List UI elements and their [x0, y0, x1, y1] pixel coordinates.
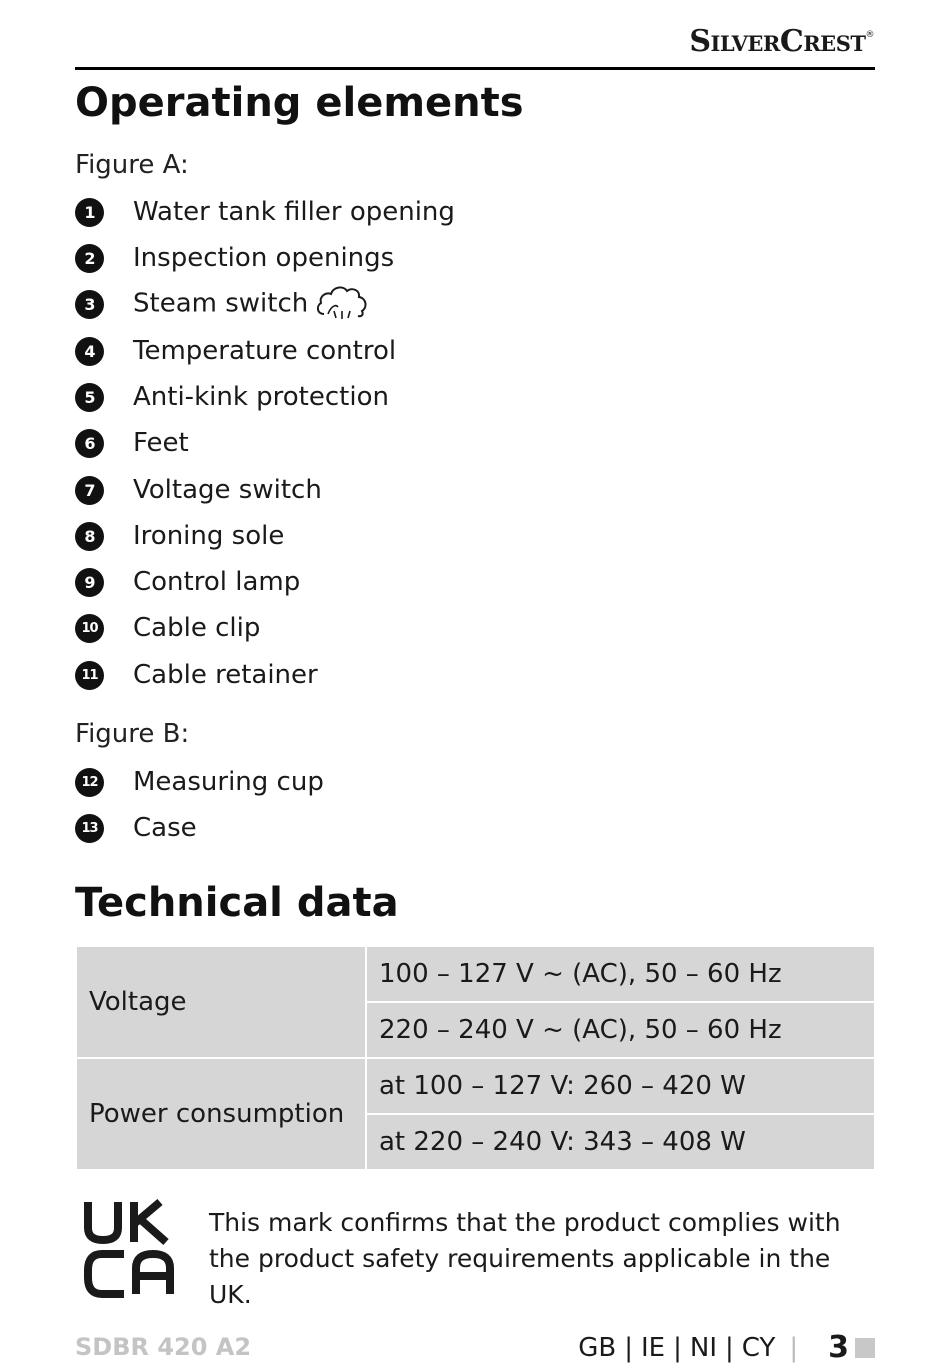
separator: | [789, 1332, 799, 1363]
country-code: CY [741, 1332, 776, 1363]
list-item [75, 764, 324, 800]
item-number-badge: 2 [75, 244, 104, 273]
list-item [75, 286, 309, 322]
list-item [75, 610, 261, 646]
list-item [75, 518, 285, 554]
list-item [75, 425, 189, 461]
item-label: Case [133, 813, 197, 843]
item-number-badge: 4 [75, 337, 104, 366]
country-code: IE [641, 1332, 666, 1363]
list-item [75, 564, 301, 600]
table-cell-value: 220 – 240 V ~ (AC), 50 – 60 Hz [366, 1002, 875, 1058]
item-label: Water tank filler opening [133, 197, 455, 227]
separator: | [673, 1332, 682, 1363]
ukca-description: This mark confirms that the product complies with the product safety requirements applicable in the UK. [209, 1208, 841, 1309]
item-number-badge: 1 [75, 198, 104, 227]
item-label: Feet [133, 428, 189, 458]
item-label: Measuring cup [133, 767, 324, 797]
item-number-badge: 6 [75, 429, 104, 458]
brand-logo: SilverCrest® [689, 24, 874, 59]
table-cell-label: Power consumption [76, 1058, 366, 1170]
table-cell-value: 100 – 127 V ~ (AC), 50 – 60 Hz [366, 946, 875, 1002]
item-label: Anti-kink protection [133, 382, 389, 412]
separator: | [624, 1332, 633, 1363]
item-label: Temperature control [133, 336, 397, 366]
steam-cloud-icon [314, 280, 370, 322]
figure-a-label: Figure A: [75, 150, 189, 180]
technical-data-table [75, 945, 876, 1171]
country-code: GB [578, 1332, 617, 1363]
list-item [75, 472, 322, 508]
item-number-badge: 3 [75, 290, 104, 319]
list-item [75, 379, 389, 415]
item-label: Ironing sole [133, 521, 285, 551]
item-label-text: Steam switch [133, 288, 309, 319]
item-number-badge: 8 [75, 522, 104, 551]
table-cell-label: Voltage [76, 946, 366, 1058]
page-marker [855, 1338, 875, 1358]
item-label: Cable clip [133, 613, 261, 643]
item-label: Inspection openings [133, 243, 395, 273]
header-rule [75, 67, 875, 70]
table-row [76, 1058, 875, 1114]
list-item [75, 240, 395, 276]
list-item [75, 194, 455, 230]
figure-b-label: Figure B: [75, 719, 190, 749]
section-title-technical: Technical data [75, 880, 399, 926]
model-number: SDBR 420 A2 [75, 1333, 252, 1361]
section-title-operating: Operating elements [75, 80, 524, 126]
item-number-badge: 9 [75, 568, 104, 597]
item-label: Cable retainer [133, 660, 318, 690]
ukca-mark-icon [82, 1198, 182, 1298]
footer-country-codes [578, 1330, 875, 1365]
list-item [75, 657, 318, 693]
item-number-badge: 7 [75, 476, 104, 505]
item-number-badge: 5 [75, 383, 104, 412]
table-row [76, 946, 875, 1002]
item-number-badge: 11 [75, 661, 104, 690]
list-item [75, 333, 397, 369]
separator: | [725, 1332, 734, 1363]
list-item [75, 810, 197, 846]
table-cell-value: at 220 – 240 V: 343 – 408 W [366, 1114, 875, 1170]
country-code: NI [689, 1332, 717, 1363]
item-number-badge: 13 [75, 814, 104, 843]
page-number: 3 [828, 1330, 849, 1365]
item-number-badge: 12 [75, 768, 104, 797]
item-label: Control lamp [133, 567, 301, 597]
item-number-badge: 10 [75, 614, 104, 643]
table-cell-value: at 100 – 127 V: 260 – 420 W [366, 1058, 875, 1114]
item-label [133, 283, 370, 325]
item-label: Voltage switch [133, 475, 322, 505]
